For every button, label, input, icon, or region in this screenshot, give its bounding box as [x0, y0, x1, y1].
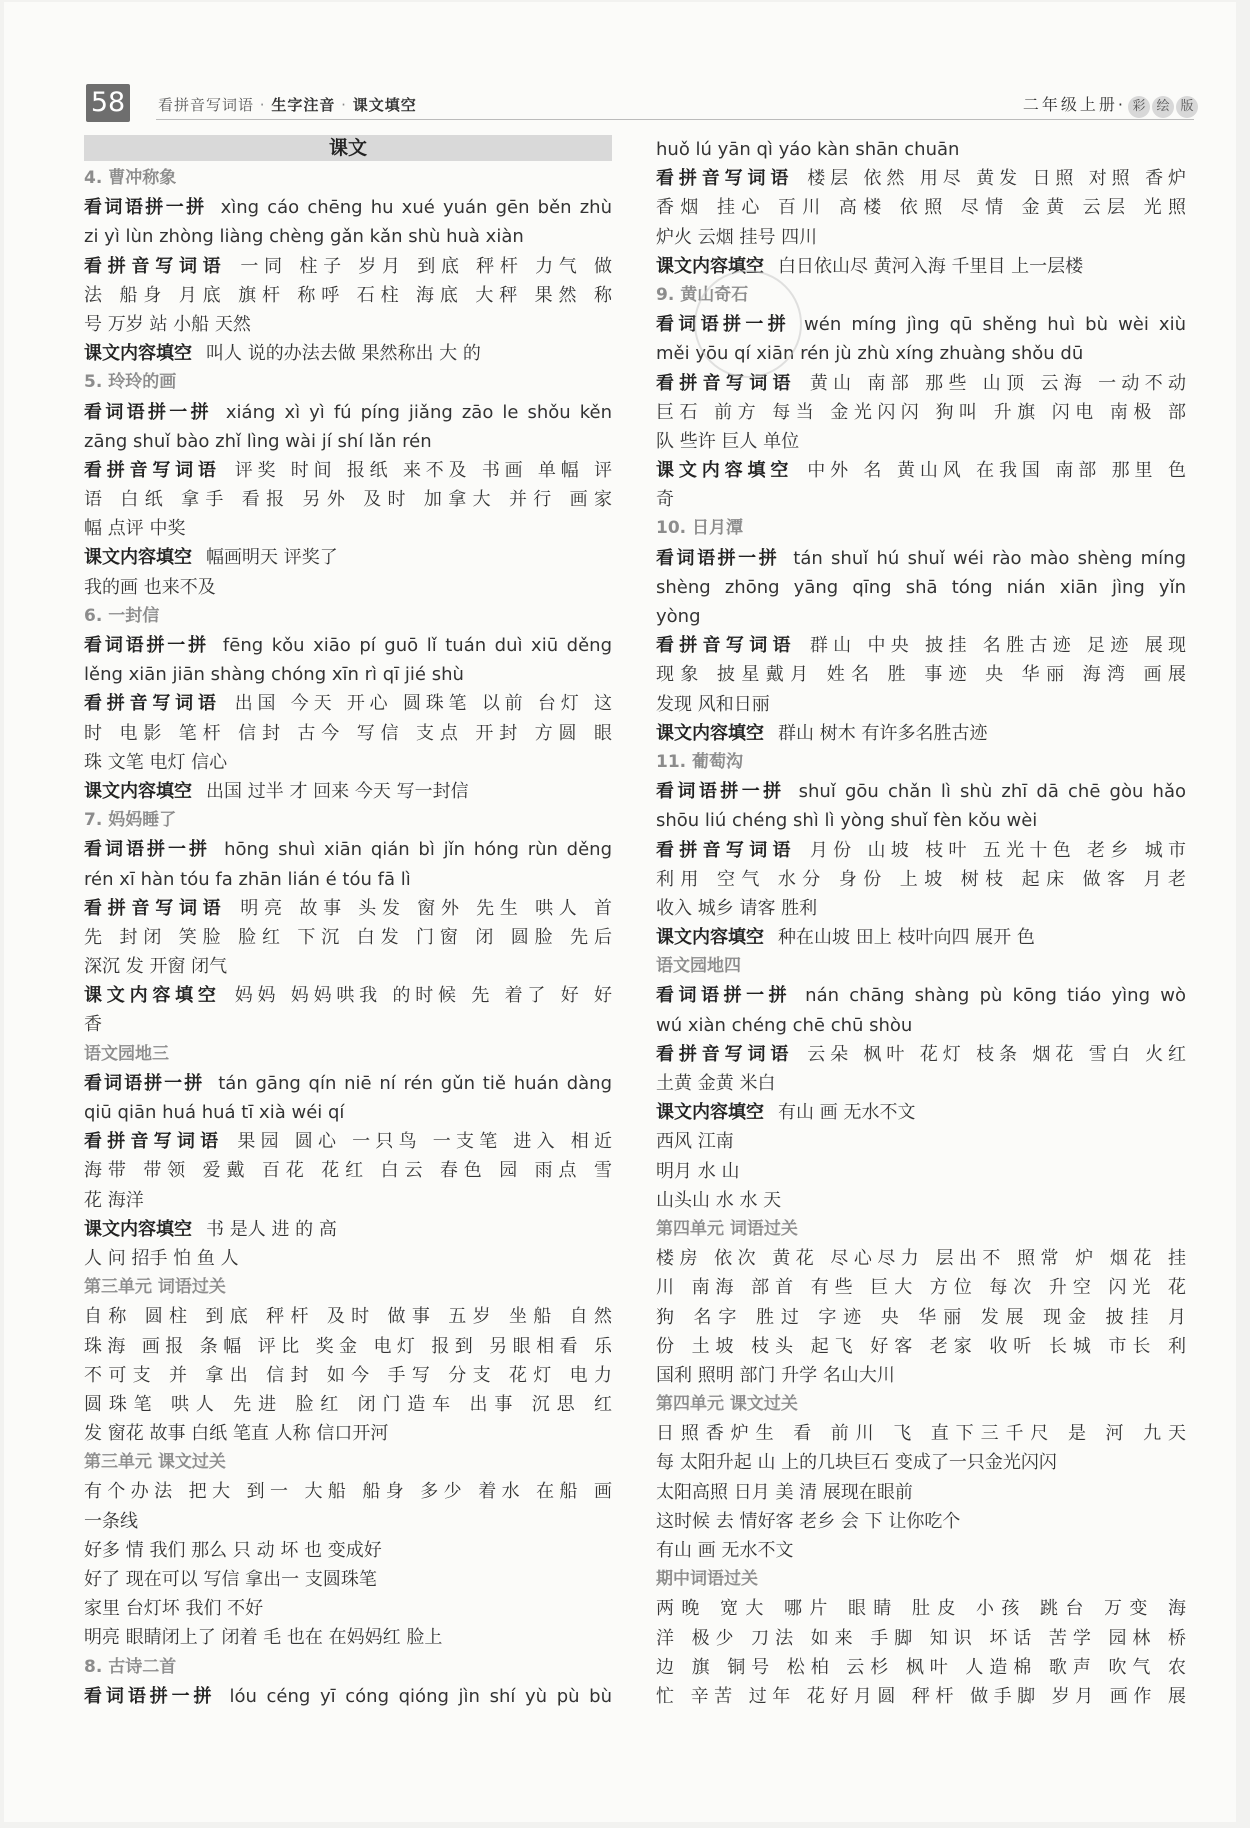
line-label: 课文内容填空 — [656, 722, 764, 744]
labeled-line — [656, 1098, 1186, 1127]
section-title: 10. 日月潭 — [656, 518, 744, 539]
text-line: 日照香炉生 看 前川 飞 直下三千尺 是 河 九天 — [656, 1423, 1186, 1445]
line-text: 种在山坡 田上 枝叶向四 展开 色 — [778, 927, 1035, 949]
labeled-line — [84, 1215, 612, 1244]
text-line: 这时候 去 情好客 老乡 会 下 让你吃个 — [656, 1510, 961, 1532]
text-line: 香 — [84, 1014, 102, 1036]
labeled-line — [656, 456, 1186, 485]
text-line: 法 船身 月底 旗杆 称呼 石柱 海底 大秤 果然 称 — [84, 284, 612, 306]
labeled-line — [656, 836, 1186, 865]
text-line: yòng — [656, 606, 701, 627]
text-line: 幅 点评 中奖 — [84, 518, 186, 540]
line-label: 看词语拼一拼 — [84, 1072, 205, 1094]
text-line: 利用 空气 水分 身份 上坡 树枝 起床 做客 月老 — [656, 868, 1186, 890]
text-line: 香烟 挂心 百川 高楼 依照 尽情 金黄 云层 光照 — [656, 197, 1186, 219]
text-line: 狗 名字 胜过 字迹 央 华丽 发展 现金 披挂 月 — [656, 1306, 1186, 1328]
labeled-line — [84, 1127, 612, 1156]
line-text: 一同 柱子 岁月 到底 秤杆 力气 做 — [240, 255, 612, 277]
section-title: 第四单元 课文过关 — [656, 1394, 798, 1415]
line-label: 课文内容填空 — [84, 985, 221, 1007]
text-line: 家里 台灯坏 我们 不好 — [84, 1598, 264, 1620]
badge-cai: 彩 — [1128, 96, 1150, 118]
text-line: 奇 — [656, 489, 674, 511]
labeled-line — [656, 544, 1186, 573]
text-line: 明亮 眼睛闭上了 闭着 毛 也在 在妈妈红 脸上 — [84, 1627, 443, 1649]
line-label: 看词语拼一拼 — [84, 839, 211, 861]
labeled-line — [84, 456, 612, 485]
text-line: 深沉 发 开窗 闭气 — [84, 956, 228, 978]
header-subtitle-a: 看拼音写词语 — [158, 96, 255, 114]
line-label: 看拼音写词语 — [656, 1043, 794, 1065]
labeled-line — [84, 777, 612, 806]
text-line: 珠 文笔 电灯 信心 — [84, 751, 228, 773]
text-line: 有个办法 把大 到一 大船 船身 多少 着水 在船 画 — [84, 1481, 612, 1503]
header-grade — [1023, 92, 1198, 118]
line-label: 看词语拼一拼 — [84, 401, 212, 423]
right-column — [656, 135, 1186, 1711]
section-title: 第四单元 词语过关 — [656, 1218, 798, 1239]
text-line: 先 封闭 笑脸 脸红 下沉 白发 门窗 闭 圆脸 先后 — [84, 926, 612, 948]
line-text: 楼层 依然 用尽 黄发 日照 对照 香炉 — [807, 168, 1186, 190]
line-label: 看词语拼一拼 — [656, 547, 780, 569]
line-text: shuǐ gōu chǎn lì shù zhī dā chē gòu hǎo — [798, 781, 1186, 803]
labeled-line — [84, 398, 612, 427]
labeled-line — [656, 923, 1186, 952]
text-line: 收入 城乡 请客 胜利 — [656, 897, 818, 919]
header-subtitle-b: 生字注音 — [271, 96, 336, 114]
labeled-line — [656, 1040, 1186, 1069]
labeled-line — [84, 1069, 612, 1098]
text-line: 珠海 画报 条幅 评比 奖金 电灯 报到 另眼相看 乐 — [84, 1335, 612, 1357]
line-text: 云朵 枫叶 花灯 枝条 烟花 雪白 火红 — [807, 1043, 1186, 1065]
text-line: 每 太阳升起 山 上的几块巨石 变成了一只金光闪闪 — [656, 1452, 1057, 1474]
text-line: 不可支 并 拿出 信封 如今 手写 分支 花灯 电力 — [84, 1364, 612, 1386]
text-line: huǒ lú yān qì yáo kàn shān chuān — [656, 139, 960, 160]
section-title: 语文园地三 — [84, 1043, 169, 1064]
text-line: 花 海洋 — [84, 1189, 144, 1211]
text-line: 两晚 宽大 哪片 眼睛 肚皮 小孩 跳台 万变 海 — [656, 1598, 1186, 1620]
text-line: 人 问 招手 怕 鱼 人 — [84, 1247, 239, 1269]
line-text: 出国 过半 才 回来 今天 写一封信 — [206, 780, 469, 802]
line-label: 看拼音写词语 — [84, 897, 227, 919]
text-line: 川 南海 部首 有些 巨大 方位 每次 升空 闪光 花 — [656, 1277, 1186, 1299]
section-title: 5. 玲玲的画 — [84, 372, 177, 393]
header-subtitle — [158, 94, 417, 115]
line-label: 看拼音写词语 — [84, 693, 221, 715]
line-label: 看拼音写词语 — [656, 372, 796, 394]
line-label: 看拼音写词语 — [84, 255, 227, 277]
labeled-line — [656, 777, 1186, 806]
text-line: qiū qiān huá huá tī xià wéi qí — [84, 1102, 345, 1123]
line-text: 白日依山尽 黄河入海 千里目 上一层楼 — [778, 255, 1084, 277]
line-label: 课文内容填空 — [84, 780, 192, 802]
labeled-line — [84, 252, 612, 281]
line-label: 看词语拼一拼 — [84, 197, 207, 219]
line-label: 看拼音写词语 — [84, 459, 221, 481]
text-line: 太阳高照 日月 美 清 展现在眼前 — [656, 1481, 913, 1503]
line-label: 看词语拼一拼 — [656, 985, 792, 1007]
text-line: shèng zhōng yāng qīng shā tóng nián xiān jìng yǐn — [656, 576, 1186, 598]
text-line: 好多 情 我们 那么 只 动 坏 也 变成好 — [84, 1539, 382, 1561]
text-line: 西风 江南 — [656, 1131, 734, 1153]
line-text: fēng kǒu xiāo pí guō lǐ tuán duì xiū děng — [222, 635, 612, 656]
labeled-line — [656, 164, 1186, 193]
line-label: 课文内容填空 — [656, 460, 794, 482]
line-text: 幅画明天 评奖了 — [206, 547, 338, 569]
line-label: 看拼音写词语 — [656, 635, 796, 657]
section-title: 7. 妈妈睡了 — [84, 810, 177, 831]
line-label: 课文内容填空 — [656, 255, 764, 277]
labeled-line — [84, 981, 612, 1010]
text-line: 有山 画 无水不文 — [656, 1540, 794, 1561]
line-label: 看拼音写词语 — [656, 168, 794, 190]
text-line: 份 土坡 枝头 起飞 好客 老家 收听 长城 市长 利 — [656, 1335, 1186, 1357]
line-text: 月份 山坡 枝叶 五光十色 老乡 城市 — [809, 839, 1186, 861]
text-line: 炉火 云烟 挂号 四川 — [656, 226, 818, 248]
section-title: 9. 黄山奇石 — [656, 284, 749, 305]
text-line: zāng shuǐ bào zhǐ lìng wài jí shí lǎn rén — [84, 430, 432, 452]
text-line: shōu liú chéng shì lì yòng shuǐ fèn kǒu wèi — [656, 810, 1038, 832]
text-line: 好了 现在可以 写信 拿出一 支圆珠笔 — [84, 1569, 377, 1590]
line-label: 看词语拼一拼 — [84, 635, 209, 656]
text-line: 我的画 也来不及 — [84, 576, 216, 598]
line-text: tán gāng qín niē ní rén gǔn tiě huán dàng — [218, 1072, 612, 1094]
section-title: 期中词语过关 — [656, 1569, 758, 1590]
text-line: 边 旗 铜号 松柏 云杉 枫叶 人造棉 歌声 吹气 农 — [656, 1656, 1186, 1678]
line-label: 看词语拼一拼 — [656, 781, 785, 803]
line-text: wén míng jìng qū shěng huì bù wèi xiù — [804, 314, 1186, 336]
labeled-line — [656, 369, 1186, 398]
text-line: 时 电影 笔杆 信封 古今 写信 支点 开封 方圆 眼 — [84, 722, 612, 744]
line-text: xiáng xì yì fú píng jiǎng zāo le shǒu kěn — [225, 401, 612, 423]
line-text: 明亮 故事 头发 窗外 先生 哄人 首 — [240, 897, 612, 919]
section-title: 4. 曹冲称象 — [84, 168, 177, 188]
line-text: 果园 圆心 一只鸟 一支笔 进入 相近 — [237, 1131, 612, 1153]
labeled-line — [656, 310, 1186, 339]
text-line: 土黄 金黄 米白 — [656, 1073, 776, 1094]
labeled-line — [84, 543, 612, 572]
labeled-line — [84, 631, 612, 660]
line-text: nán chāng shàng pù kōng tiáo yìng wò — [805, 985, 1186, 1007]
badge-ban: 版 — [1176, 96, 1198, 118]
line-text: xìng cáo chēng hu xué yuán gēn běn zhù — [220, 197, 612, 219]
header-divider — [156, 119, 1194, 120]
text-line: 一条线 — [84, 1510, 138, 1532]
text-line: 发 窗花 故事 白纸 笔直 人称 信口开河 — [84, 1423, 389, 1445]
line-label: 看词语拼一拼 — [84, 1685, 216, 1707]
badge-hui: 绘 — [1152, 96, 1174, 118]
line-label: 课文内容填空 — [656, 1102, 764, 1124]
section-header-kewen: 课文 — [84, 135, 612, 161]
line-label: 课文内容填空 — [84, 547, 192, 569]
text-line: 海带 带领 爱戴 百花 花红 白云 春色 园 雨点 雪 — [84, 1160, 612, 1182]
page-header — [4, 2, 1236, 142]
left-column — [84, 135, 612, 1711]
labeled-line — [84, 835, 612, 864]
labeled-line — [84, 193, 612, 222]
line-label: 看拼音写词语 — [656, 839, 796, 861]
text-line: 现象 披星戴月 姓名 胜 事迹 央 华丽 海湾 画展 — [656, 664, 1186, 686]
line-text: 出国 今天 开心 圆珠笔 以前 台灯 这 — [234, 693, 612, 715]
line-text: 群山 树木 有许多名胜古迹 — [778, 722, 988, 744]
text-line: měi yōu qí xiān rén jù zhù xíng zhuàng shǒu dū — [656, 343, 1084, 365]
line-label: 课文内容填空 — [656, 927, 764, 949]
text-line: 山头山 水 水 天 — [656, 1189, 782, 1211]
line-text: tán shuǐ hú shuǐ wéi rào mào shèng míng — [793, 547, 1186, 569]
line-text: lóu céng yī cóng qióng jìn shí yù pù bù — [229, 1685, 612, 1707]
text-line: rén xī hàn tóu fa zhān lián é tóu fā lì — [84, 868, 411, 890]
labeled-line — [656, 981, 1186, 1010]
header-dot-2: · — [341, 96, 347, 114]
labeled-line — [84, 339, 612, 368]
line-label: 课文内容填空 — [84, 1218, 192, 1240]
line-text: 黄山 南部 那些 山顶 云海 一动不动 — [809, 372, 1186, 394]
labeled-line — [656, 252, 1186, 281]
text-line: 巨石 前方 每当 金光闪闪 狗叫 升旗 闪电 南极 部 — [656, 401, 1186, 423]
labeled-line — [84, 894, 612, 923]
text-line: lěng xiān jiān shàng chóng xīn rì qī jié shù — [84, 664, 464, 686]
text-line: 队 些许 巨人 单位 — [656, 430, 800, 452]
text-line: 洋 极少 刀法 如来 手脚 知识 坏话 苦学 园林 桥 — [656, 1627, 1186, 1649]
text-line: wú xiàn chéng chē chū shòu — [656, 1014, 913, 1036]
text-line: 号 万岁 站 小船 天然 — [84, 313, 251, 335]
text-line: 自称 圆柱 到底 秤杆 及时 做事 五岁 坐船 自然 — [84, 1306, 612, 1328]
section-title: 第三单元 词语过关 — [84, 1277, 226, 1298]
line-label: 看拼音写词语 — [84, 1131, 224, 1153]
section-title: 11. 葡萄沟 — [656, 751, 744, 772]
labeled-line — [84, 689, 612, 718]
line-text: 有山 画 无水不文 — [778, 1102, 916, 1124]
labeled-line — [84, 1682, 612, 1711]
line-text: 中外 名 黄山风 在我国 南部 那里 色 — [807, 460, 1186, 482]
line-text: hōng shuì xiān qián bì jǐn hóng rùn děng — [224, 839, 612, 861]
text-line: 忙 辛苦 过年 花好月圆 秤杆 做手脚 岁月 画作 展 — [656, 1685, 1186, 1707]
text-line: 圆珠笔 哄人 先进 脸红 闭门造车 出事 沉思 红 — [84, 1393, 612, 1415]
line-text: 书 是人 进 的 高 — [206, 1218, 337, 1240]
header-subtitle-c: 课文填空 — [352, 96, 417, 114]
text-line: 楼房 依次 黄花 尽心尽力 层出不 照常 炉 烟花 挂 — [656, 1248, 1186, 1270]
grade-text: 二年级上册· — [1022, 95, 1126, 114]
header-dot-1: · — [259, 96, 266, 114]
line-label: 看词语拼一拼 — [656, 314, 791, 336]
line-label: 课文内容填空 — [84, 343, 192, 365]
page — [4, 2, 1236, 1822]
text-line: 语 白纸 拿手 看报 另外 及时 加拿大 并行 画家 — [84, 489, 612, 511]
labeled-line — [656, 719, 1186, 748]
line-text: 叫人 说的办法去做 果然称出 大 的 — [206, 343, 481, 365]
text-line: 国利 照明 部门 升学 名山大川 — [656, 1364, 895, 1386]
line-text: 群山 中央 披挂 名胜古迹 足迹 展现 — [809, 635, 1186, 657]
section-title: 语文园地四 — [656, 956, 741, 977]
line-text: 评奖 时间 报纸 来不及 书画 单幅 评 — [234, 459, 612, 481]
section-title: 8. 古诗二首 — [84, 1656, 177, 1677]
text-line: 明月 水 山 — [656, 1160, 740, 1182]
section-title: 第三单元 课文过关 — [84, 1452, 226, 1473]
text-line: zi yì lùn zhòng liàng chèng gǎn kǎn shù huà xiàn — [84, 226, 524, 248]
line-text: 妈妈 妈妈哄我 的时候 先 着了 好 好 — [234, 985, 612, 1007]
page-number: 58 — [86, 84, 130, 122]
text-line: 发现 风和日丽 — [656, 693, 770, 715]
labeled-line — [656, 631, 1186, 660]
section-title: 6. 一封信 — [84, 605, 160, 626]
